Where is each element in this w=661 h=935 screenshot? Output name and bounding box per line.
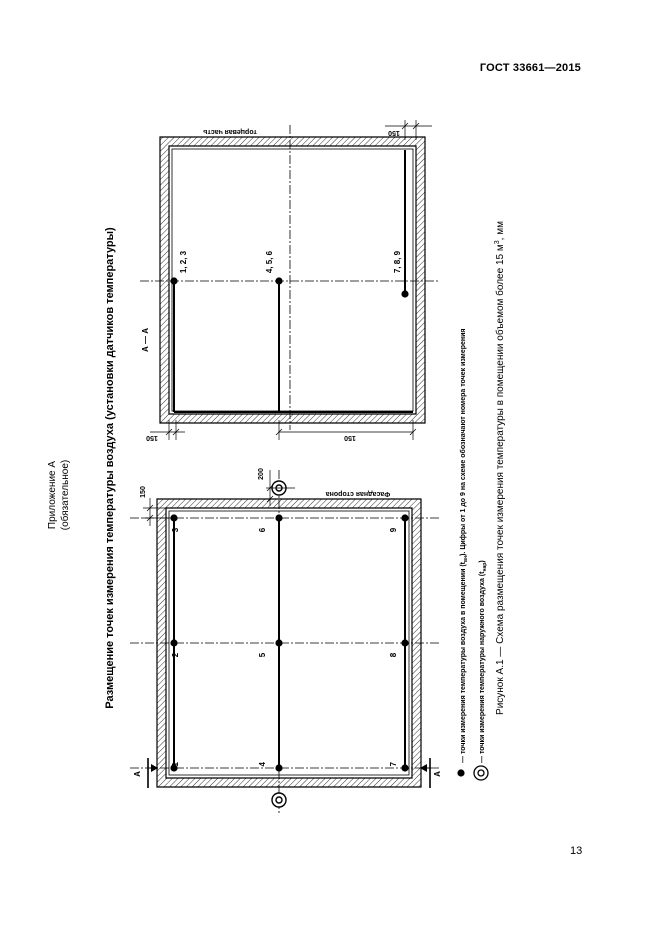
section-dim-right: 150 bbox=[344, 434, 356, 441]
section-points bbox=[170, 277, 408, 297]
point-2 bbox=[170, 639, 177, 646]
point-9 bbox=[401, 514, 408, 521]
label-3: 3 bbox=[171, 527, 180, 533]
caption-sup: 3 bbox=[493, 240, 501, 245]
plan-point-labels bbox=[171, 527, 398, 766]
end-wall-label: торцевая часть bbox=[203, 128, 257, 135]
caption-unit: , мм bbox=[495, 221, 507, 241]
appendix-title: Приложение А bbox=[47, 460, 58, 530]
section-dim-left: 150 bbox=[146, 434, 158, 441]
label-5: 5 bbox=[258, 652, 267, 658]
point-6 bbox=[275, 514, 282, 521]
facade-label: Фасадная сторона bbox=[325, 490, 391, 497]
plan-dim-200-label: 200 bbox=[258, 468, 265, 480]
caption-text: Рисунок А.1 — Схема размещения точек измерения температуры в помещении объемом более 15 м bbox=[495, 244, 507, 715]
section-group-labels bbox=[179, 250, 402, 273]
section-axes bbox=[140, 125, 440, 430]
section-title: А — А bbox=[141, 328, 150, 352]
section-view bbox=[140, 120, 440, 441]
label-2: 2 bbox=[171, 652, 180, 658]
section-mark-right bbox=[420, 758, 442, 788]
label-8: 8 bbox=[389, 652, 398, 658]
label-6: 6 bbox=[258, 527, 267, 533]
plan-view bbox=[130, 468, 442, 815]
label-4: 4 bbox=[258, 762, 267, 767]
legend-dot-icon bbox=[457, 769, 464, 776]
group-label-2: 4, 5, 6 bbox=[265, 250, 274, 274]
label-1: 1 bbox=[171, 762, 180, 767]
section-walls bbox=[160, 137, 425, 423]
legend-item-1: — точки измерения температуры воздуха в помещении $(t_{вн})$. Цифры от 1 до 9 на схеме обозначают номера точек измерения bbox=[460, 328, 469, 763]
page-number: 13 bbox=[570, 845, 583, 857]
legend-item-2: — точки измерения температуры наружного воздуха $(t_{нар})$ bbox=[479, 560, 488, 763]
plan-dim-150-label: 150 bbox=[140, 486, 147, 498]
group-point-7-8-9 bbox=[401, 290, 408, 297]
section-mark-left-label: А bbox=[133, 771, 142, 777]
label-7: 7 bbox=[389, 762, 398, 767]
document-header: ГОСТ 33661—2015 bbox=[479, 62, 581, 74]
group-point-1-2-3 bbox=[170, 277, 177, 284]
outdoor-point-bottom bbox=[272, 793, 286, 807]
point-4 bbox=[275, 764, 282, 771]
group-point-4-5-6 bbox=[275, 277, 282, 284]
group-label-1: 1, 2, 3 bbox=[179, 250, 188, 274]
point-8 bbox=[401, 639, 408, 646]
point-5 bbox=[275, 639, 282, 646]
section-mark-right-label: А bbox=[433, 771, 442, 777]
group-label-3: 7, 8, 9 bbox=[393, 250, 402, 274]
legend bbox=[457, 328, 488, 780]
figure-title: Размещение точек измерения температуры воздуха (установки датчиков температуры) bbox=[104, 227, 116, 709]
appendix-status: (обязательное) bbox=[60, 459, 71, 531]
section-dim-top-label: 150 bbox=[388, 129, 400, 136]
label-9: 9 bbox=[389, 527, 398, 533]
legend-double-circle-icon bbox=[474, 766, 488, 780]
point-7 bbox=[401, 764, 408, 771]
section-mark-left bbox=[133, 758, 158, 788]
